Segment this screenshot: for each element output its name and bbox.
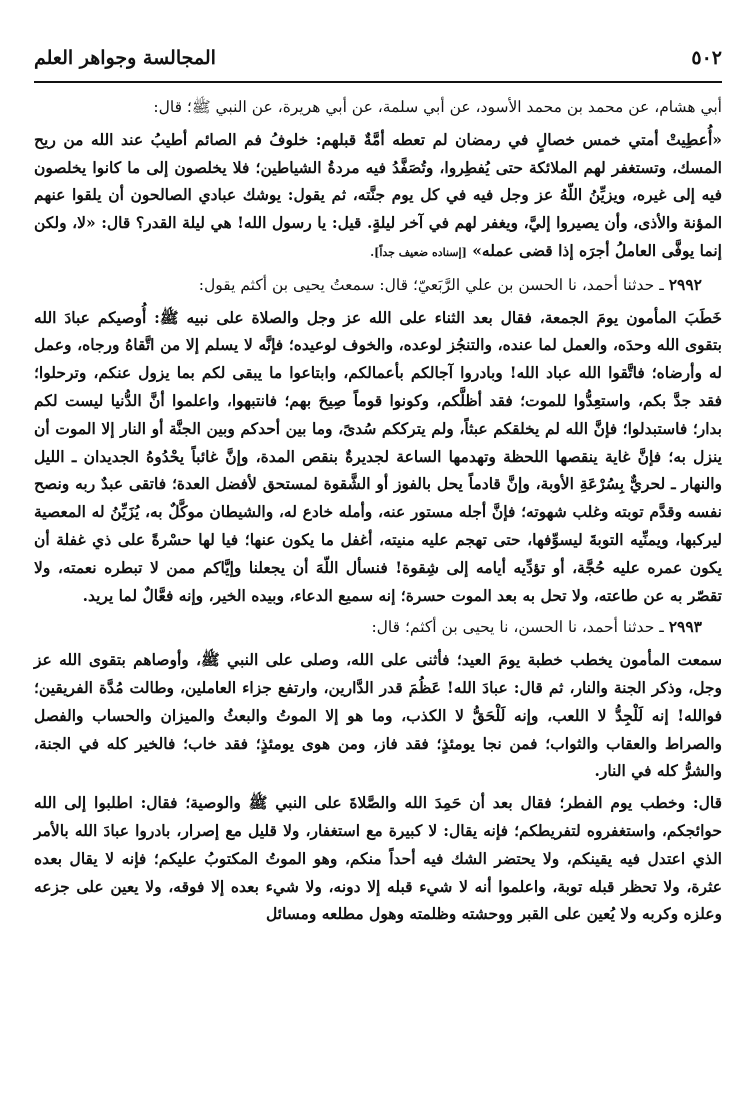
page-body [34, 94, 722, 932]
narration-number: ٢٩٩٢ [668, 274, 702, 294]
isnad-paragraph: أبي هشام، عن محمد بن محمد الأسود، عن أبي سلمة، عن أبي هريرة، عن النبي ﷺ؛ قال: [153, 98, 722, 116]
page-number: ٥٠٢ [691, 47, 722, 69]
hadith-paragraph [34, 126, 722, 267]
sermon-eid: سمعت المأمون يخطب خطبة يومَ العيد؛ فأثنى على الله، وصلى على النبي ﷺ، وأوصاهم بتقوى الله عز وجل، وذكر الجنة والنار، ثم قال: عبادَ الله! عَظُمَ قدر الدَّارين، وارتفع جزاء العاملين، وطالت مُدَّة الفريقين؛ فوالله! إنه لَلْجِدُّ لا اللعب، وإنه لَلْحَقُّ لا الكذب، وما هو إلا الموتُ والبعثُ والميزان والحساب والفصل والصراط والعقاب والثواب؛ فمن نجا يومئذٍ؛ فقد فاز، ومن هوى يومئذٍ؛ فقد خاب؛ فالخير كله في الجنة، والشرُّ كله في النار. [34, 650, 722, 781]
narration-2992 [34, 271, 722, 300]
header-rule [34, 81, 722, 83]
narration-text: ـ حدثنا أحمد، نا الحسن، نا يحيى بن أكثم؛ قال: [371, 618, 664, 637]
narration-text: ـ حدثنا أحمد، نا الحسن بن علي الرَّبَعيّ؛ قال: سمعتُ يحيى بن أكثم يقول: [198, 275, 664, 294]
narration-2993 [34, 613, 722, 642]
grading-note: [إسناده ضعيف جداً]. [370, 245, 467, 259]
sermon-friday: خَطَبَ المأمون يومَ الجمعة، فقال بعد الثناء على الله عز وجل والصلاة على نبيه ﷺ: أُوصيكم عبادَ الله بتقوى الله وحدَه، والعمل لما عنده، والتنجُز لوعده، والخوف لوعيده؛ فإنَّه لا يسلم إلا من اتَّقاهُ ورجاه، وعمل له وأرضاه؛ فاتَّقوا الله عباد الله! وبادروا آجالكم بأعمالكم، وابتاعوا ما يبقى لكم بما يزول عنكم، وترحلوا؛ فقد جدَّ بكم، واستعِدُّوا للموت؛ فقد أظلَّكم، وكونوا قوماً صِيحَ بهم؛ فانتبهوا، واعلموا أنَّ الدُّنيا ليست لكم بدار؛ فاستبدلوا؛ فإنَّ الله لم يخلقكم عبثاً، ولم يترككم سُدىً، وما بين أحدكم وبين الجنَّة أو النار إلا الموت أن ينزل به؛ فإنَّ غاية ينقصها اللحظة وتهدمها الساعة لجديرةٌ بنقص المدة، وإنَّ غائباً يحْدُوهُ الجديدان ـ الليل والنهار ـ لحريٌّ بِسُرْعَةِ الأوبة، وإنَّ قادماً يحل بالفوز أو الشَّقوة لمستحق لأفضل العدة؛ فاتقى عبدٌ ربه ونصح نفسه وقدَّم توبته وغلب شهوته؛ فإنَّ أجله مستور عنه، وأمله خادع له، والشيطان موكَّلٌ به، يُزَيِّنُ له المعصية ليركبها، ويمنِّيه التوبةَ ليسوِّفها، حتى تهجم عليه منيته، أغفل ما يكون عنها؛ فيا لها حسْرةً على ذي غفلة أن يكون عمره عليه حُجَّة، أو تؤدِّيه أيامه إلى شِقوة! فنسأل اللّهَ أن يجعلنا وإيَّاكم ممن لا تبطره نعمته، ولا تقصّر به عن طاعته، ولا تحل به بعد الموت حسرة؛ إنه سميع الدعاء، وبيده الخير، وإنه فعَّالٌ لما يريد. [34, 307, 722, 605]
page-header [34, 38, 722, 78]
book-title: المجالسة وجواهر العلم [34, 47, 216, 69]
narration-number: ٢٩٩٣ [668, 617, 702, 637]
hadith-text: «أُعطِيتْ أمتي خمس خصالٍ في رمضان لم تعطه أمَّةٌ قبلهم: خلوفُ فم الصائم أطيبُ عند الله من ريح المسك، وتستغفر لهم الملائكة حتى يُفطِروا، وتُصَفَّدُ فيه مردةُ الشياطين؛ فلا يخلصون إلى ما كانوا يخلصون فيه إلى غيره، ويزيِّنُ اللّهُ عز وجل فيه في كل يوم جنَّته، ثم يقول: يوشك عبادي الصالحون أن يلقوا عنهم المؤنة والأذى، وأن يصيروا إليَّ، ويغفر لهم في آخر ليلةٍ. قيل: يا رسول الله! هي ليلة القدر؟ قال: «لا، ولكن إنما يوفَّى العاملُ أجرَه إذا قضى عمله» [34, 129, 722, 260]
sermon-fitr: قال: وخطب يوم الفطر؛ فقال بعد أن حَمِدَ الله والصَّلاةَ على النبي ﷺ والوصية؛ فقال: اطلبوا إلى الله حوائجكم، واستغفروه لتفريطكم؛ فإنه يقال: لا كبيرة مع استغفار، ولا قليل مع إصرار، بادروا عبادَ الله بالأمر الذي اعتدل فيه يقينكم، ولا يحتضر الشك فيه أحداً منكم، وهو الموتُ المكتوبُ عليكم؛ فإنه لا يقال بعده عثرة، ولا تحظر قبله توبة، واعلموا أنه لا شيء قبله إلا دونه، ولا شيء بعده إلا فوقه، ولا يعين على جزعه وعلزه وكربه ولا يُعين على القبر ووحشته وظلمته وهول مطلعه ومسائل [34, 793, 722, 924]
